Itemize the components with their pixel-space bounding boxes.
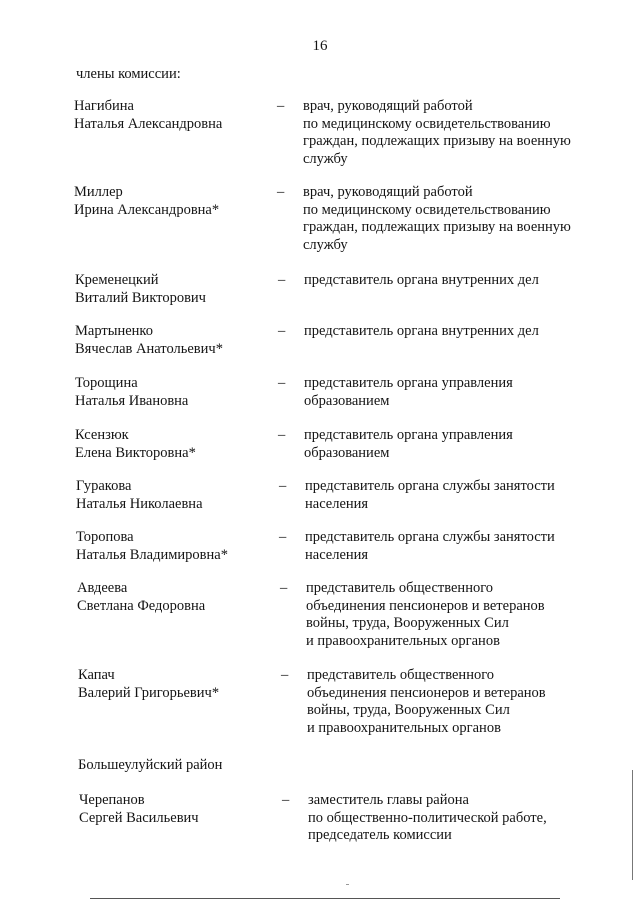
member-name: Торощина Наталья Ивановна [75, 375, 189, 409]
member-name: Мартыненко Вячеслав Анатольевич* [75, 323, 223, 357]
member-role: представитель органа внутренних дел [304, 323, 539, 339]
scan-edge-mark [632, 770, 633, 880]
member-name: Капач Валерий Григорьевич* [78, 667, 220, 701]
member-role: заместитель главы района по общественно-политической работе, председатель комиссии [308, 792, 547, 843]
member-role: представитель органа управления образованием [304, 375, 513, 409]
member-name: Гуракова Наталья Николаевна [76, 478, 203, 512]
member-role: представитель общественного объединения пенсионеров и ветеранов войны, труда, Вооруженных Сил и правоохранительных органов [306, 580, 545, 649]
member-role: врач, руководящий работой по медицинскому освидетельствованию граждан, подлежащих призыву на военную службу [303, 98, 571, 167]
member-role: представитель органа управления образованием [304, 427, 513, 461]
member-name: Авдеева Светлана Федоровна [77, 580, 206, 614]
dash-separator: – [279, 529, 287, 545]
member-name: Миллер Ирина Александровна* [74, 184, 220, 218]
member-name: Нагибина Наталья Александровна [74, 98, 223, 132]
dash-separator: – [278, 272, 286, 288]
page-number: 16 [312, 38, 328, 54]
dash-separator: – [278, 323, 286, 339]
dash-separator: – [281, 667, 289, 683]
member-name: Ксензюк Елена Викторовна* [75, 427, 196, 461]
dash-separator: – [279, 478, 287, 494]
member-role: врач, руководящий работой по медицинскому освидетельствованию граждан, подлежащих призыву на военную службу [303, 184, 571, 253]
member-role: представитель органа внутренних дел [304, 272, 539, 288]
member-name: Черепанов Сергей Васильевич [79, 792, 199, 826]
member-name: Кременецкий Виталий Викторович [75, 272, 206, 306]
member-role: представитель общественного объединения пенсионеров и ветеранов войны, труда, Вооруженных Сил и правоохранительных органов [307, 667, 546, 736]
commission-members-heading: члены комиссии: [76, 66, 181, 82]
dash-separator: – [282, 792, 290, 808]
member-role: представитель органа службы занятости населения [305, 478, 555, 512]
page-bottom-rule [90, 898, 560, 899]
district-heading: Большеулуйский район [78, 757, 223, 773]
dash-separator: – [277, 184, 285, 200]
scan-speck [346, 884, 349, 885]
dash-separator: – [277, 98, 285, 114]
member-role: представитель органа службы занятости населения [305, 529, 555, 563]
dash-separator: – [278, 375, 286, 391]
member-name: Торопова Наталья Владимировна* [76, 529, 228, 563]
dash-separator: – [278, 427, 286, 443]
dash-separator: – [280, 580, 288, 596]
